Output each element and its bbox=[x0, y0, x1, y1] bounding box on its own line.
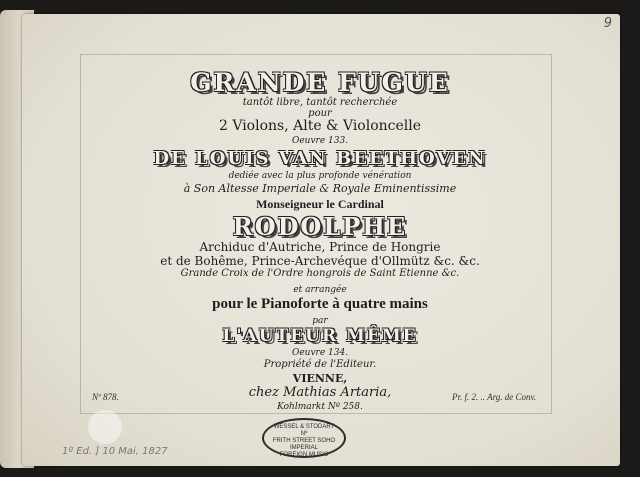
dedication-line: dediée avec la plus profonde vénération bbox=[228, 171, 412, 181]
altesse-line: à Son Altesse Imperiale & Royale Eminentissime bbox=[183, 182, 457, 195]
pianoforte-line: pour le Pianoforte à quatre mains bbox=[212, 296, 428, 312]
page-number: 9 bbox=[603, 16, 612, 31]
grande-croix-line: Grande Croix de l'Ordre hongrois de Saint Etienne &c. bbox=[180, 268, 460, 279]
arrangee-line: et arrangée bbox=[293, 285, 347, 295]
composer-name: DE LOUIS VAN BEETHOVEN bbox=[153, 148, 487, 169]
publisher-line: chez Mathias Artaria, bbox=[248, 385, 392, 400]
paper-blot bbox=[88, 410, 122, 444]
work-title: GRANDE FUGUE bbox=[190, 68, 450, 97]
plate-number: Nº 878. bbox=[92, 392, 119, 402]
archduke-line: Archiduc d'Autriche, Prince de Hongrie bbox=[199, 240, 441, 254]
monseigneur-line: Monseigneur le Cardinal bbox=[256, 197, 384, 211]
price-line: Pr. f. 2. .. Arg. de Conv. bbox=[452, 392, 537, 402]
opus-134: Oeuvre 134. bbox=[291, 348, 349, 358]
auteur-line: L'AUTEUR MÊME bbox=[222, 326, 418, 346]
dedicatee-name: RODOLPHE bbox=[232, 212, 408, 241]
pencil-annotation: 1º Ed. ] 10 Mai, 1827 bbox=[62, 446, 168, 457]
boheme-line: et de Bohême, Prince-Archevéque d'Ollmütz &c. &c. bbox=[160, 254, 480, 268]
propriete-line: Propriété de l'Editeur. bbox=[263, 359, 377, 370]
stamp-line-1: WESSEL & STODART bbox=[273, 424, 335, 430]
par-label: par bbox=[312, 316, 328, 326]
kohlmarkt-line: Kohlmarkt Nº 258. bbox=[277, 402, 363, 412]
library-stamp bbox=[262, 418, 346, 458]
opus-133: Oeuvre 133. bbox=[291, 136, 349, 146]
stamp-line-3: FRITH STREET SOHO bbox=[272, 438, 336, 444]
pour-label: pour bbox=[308, 108, 332, 119]
vienne-line: VIENNE, bbox=[292, 372, 348, 385]
instrumentation: 2 Violons, Alte & Violoncelle bbox=[218, 118, 422, 134]
work-subtitle: tantôt libre, tantôt recherchée bbox=[242, 97, 398, 108]
stamp-line-2: Nº bbox=[300, 431, 308, 437]
stamp-line-4: IMPERIAL bbox=[289, 445, 318, 451]
stamp-line-5: FOREIGN MUSIC bbox=[279, 452, 329, 458]
